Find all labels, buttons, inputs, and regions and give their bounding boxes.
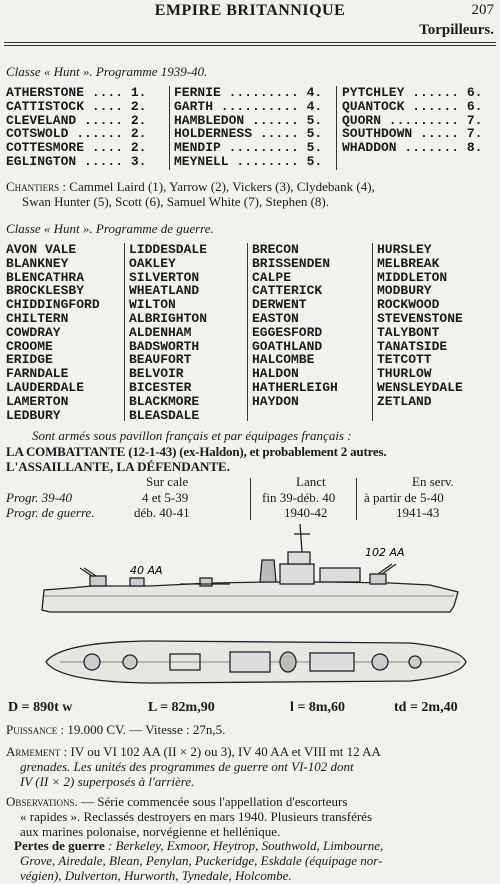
ship-name: WENSLEYDALE — [377, 379, 463, 395]
table-cell-serv: à partir de 5-40 — [364, 490, 444, 505]
ship-name: ZETLAND — [377, 393, 432, 409]
ship-name: BLEASDALE — [129, 407, 200, 423]
french-line2: L'ASSAILLANTE, LA DÉFENDANTE. — [6, 459, 230, 474]
ship-name: HATHERLEIGH — [252, 379, 338, 395]
ship-name: SOUTHDOWN ..... 7. — [342, 126, 483, 142]
ship-name: BLACKMORE — [129, 393, 200, 409]
ship-name: THURLOW — [377, 366, 432, 382]
ship-name: HAMBLEDON ...... 5. — [174, 112, 323, 128]
observations-line2: « rapides ». Reclassés destroyers en mars 1940. Plusieurs transférés — [20, 809, 372, 824]
label-40aa: 40 AA — [130, 564, 163, 577]
table-cell-serv: 1941-43 — [396, 505, 440, 520]
ship-name: GOATHLAND — [252, 338, 323, 354]
pertes-line2: Grove, Airedale, Blean, Penylan, Puckeridge, Eskdale (équipage nor- — [20, 853, 383, 868]
ship-name: FERNIE ......... 4. — [174, 85, 323, 100]
puissance — [6, 722, 225, 737]
ship-name: BROCKLESBY — [6, 283, 85, 299]
chantiers-line1: : Cammel Laird (1), Yarrow (2), Vickers (3), Clydebank (4), — [59, 179, 375, 194]
ship-name: EASTON — [252, 310, 299, 326]
observations — [6, 794, 498, 839]
table-row-label: Progr. 39-40 — [6, 490, 72, 505]
ship-name: HOLDERNESS ..... 5. — [174, 126, 323, 142]
ship-name: COTSWOLD ...... 2. — [6, 126, 147, 142]
ship-name: ROCKWOOD — [377, 297, 440, 313]
section1-col3 — [342, 86, 482, 155]
page-header-title: EMPIRE BRITANNIQUE — [154, 2, 346, 19]
ship-name: CHILTERN — [6, 310, 69, 326]
pertes-label: Pertes de guerre — [14, 838, 105, 853]
ship-profile — [42, 524, 458, 612]
ship-name: FARNDALE — [6, 366, 69, 382]
puissance-text: : 19.000 CV. — Vitesse : 27n,5. — [57, 722, 226, 737]
french-line1: LA COMBATTANTE (12-1-43) (ex-Haldon), et probablement 2 autres. — [6, 444, 387, 459]
ship-name: CALPE — [252, 269, 292, 285]
table-header-serv: En serv. — [412, 474, 454, 489]
table-header-cale: Sur cale — [146, 474, 189, 489]
armement-label: Armement — [6, 744, 61, 759]
ship-name: CATTERICK — [252, 283, 323, 299]
column-divider — [169, 86, 170, 170]
ship-name: BELVOIR — [129, 366, 184, 382]
chantiers — [6, 179, 496, 209]
ship-name: COTTESMORE .... 2. — [6, 140, 147, 156]
armement-line1: : IV ou VI 102 AA (II × 2) ou 3), IV 40 AA et VIII mt 12 AA — [60, 744, 381, 759]
section1-col1 — [6, 86, 146, 169]
ship-name: SILVERTON — [129, 269, 200, 285]
ship-name: BEAUFORT — [129, 352, 192, 368]
section2-col3 — [252, 243, 338, 409]
observations-line1: — Série commencée sous l'appellation d'escorteurs — [77, 794, 348, 809]
ship-name: LAUDERDALE — [6, 379, 85, 395]
ship-name: GARTH .......... 4. — [174, 98, 323, 114]
ship-name: MEYNELL ........ 5. — [174, 153, 323, 169]
ship-name: BRECON — [252, 242, 299, 257]
ship-name: EGGESFORD — [252, 324, 323, 340]
ship-name: LEDBURY — [6, 407, 61, 423]
table-divider — [356, 478, 357, 520]
ship-name: DERWENT — [252, 297, 307, 313]
page-number: 207 — [471, 2, 494, 18]
table-row-label: Progr. de guerre. — [6, 505, 95, 520]
section2-col4 — [377, 243, 463, 409]
ship-name: ATHERSTONE .... 1. — [6, 85, 147, 100]
ship-name: BLENCATHRA — [6, 269, 85, 285]
ship-name: CLEVELAND ..... 2. — [6, 112, 147, 128]
chantiers-line2: Swan Hunter (5), Scott (6), Samuel White (7), Stephen (8). — [22, 194, 329, 209]
ship-name: COWDRAY — [6, 324, 61, 340]
ship-name: CHIDDINGFORD — [6, 297, 100, 313]
pertes-line3: végien), Dulverton, Hurworth, Tynedale, Holcombe. — [20, 868, 292, 883]
armement-line3: IV (II × 2) superposés à l'arrière. — [20, 774, 195, 789]
column-divider — [372, 243, 373, 421]
table-cell-cale: 4 et 5-39 — [142, 490, 189, 505]
header-rule — [4, 42, 496, 43]
observations-label: Observations. — [6, 794, 78, 809]
ship-plan — [46, 641, 466, 683]
dim-draught: td = 2m,40 — [394, 700, 458, 715]
ship-name: LAMERTON — [6, 393, 69, 409]
section1-heading: Classe « Hunt ». Programme 1939-40. — [6, 64, 208, 79]
french-note: Sont armés sous pavillon français et par équipages français : — [32, 428, 352, 443]
ship-name: WHEATLAND — [129, 283, 200, 299]
page-subtitle: Torpilleurs. — [419, 22, 494, 38]
table-cell-lanct: fin 39-déb. 40 — [262, 490, 336, 505]
ship-name: BADSWORTH — [129, 338, 200, 354]
ship-name: AVON VALE — [6, 242, 77, 257]
ship-name: BICESTER — [129, 379, 192, 395]
ship-name: QUANTOCK ...... 6. — [342, 98, 483, 114]
pertes — [14, 838, 498, 883]
dim-displacement: D = 890t w — [8, 700, 73, 715]
section2-col1 — [6, 243, 100, 422]
table-divider — [250, 478, 251, 520]
ship-name: ALBRIGHTON — [129, 310, 208, 326]
ship-name: HALCOMBE — [252, 352, 315, 368]
ship-name: MODBURY — [377, 283, 432, 299]
table-cell-cale: déb. 40-41 — [134, 505, 190, 520]
ship-name: BLANKNEY — [6, 255, 69, 271]
ship-name: ERIDGE — [6, 352, 53, 368]
ship-name: EGLINGTON ..... 3. — [6, 153, 147, 169]
dim-beam: l = 8m,60 — [290, 700, 346, 715]
ship-name: LIDDESDALE — [129, 242, 208, 257]
ship-name: TANATSIDE — [377, 338, 448, 354]
ship-name: TETCOTT — [377, 352, 432, 368]
puissance-label: Puissance — [6, 722, 58, 737]
chantiers-label: Chantiers — [6, 179, 60, 194]
header-rule-2 — [4, 45, 496, 46]
ship-name: TALYBONT — [377, 324, 440, 340]
ship-name: ALDENHAM — [129, 324, 192, 340]
ship-name: HAYDON — [252, 393, 299, 409]
armement — [6, 744, 498, 789]
ship-name: MIDDLETON — [377, 269, 448, 285]
ship-name: MENDIP ......... 5. — [174, 140, 323, 156]
column-divider — [124, 243, 125, 421]
ship-name: HALDON — [252, 366, 299, 382]
ship-name: QUORN ......... 7. — [342, 112, 483, 128]
ship-name: CATTISTOCK .... 2. — [6, 98, 147, 114]
column-divider — [336, 86, 337, 170]
pertes-line1: : Berkeley, Exmoor, Heytrop, Southwold, Limbourne, — [104, 838, 384, 853]
ship-name: BRISSENDEN — [252, 255, 331, 271]
ship-name: PYTCHLEY ...... 6. — [342, 85, 483, 100]
column-divider — [247, 243, 248, 421]
ship-name: WILTON — [129, 297, 176, 313]
label-102aa: 102 AA — [365, 546, 405, 559]
ship-name: CROOME — [6, 338, 53, 354]
ship-name: HURSLEY — [377, 242, 432, 257]
table-header-lanct: Lanct — [296, 474, 326, 489]
ship-name: WHADDON ....... 8. — [342, 140, 483, 156]
section2-heading: Classe « Hunt ». Programme de guerre. — [6, 221, 214, 236]
ship-name: MELBREAK — [377, 255, 440, 271]
ship-name: OAKLEY — [129, 255, 176, 271]
section2-col2 — [129, 243, 207, 422]
observations-line3: aux marines polonaise, norvégienne et hellénique. — [20, 824, 281, 839]
ship-name: STEVENSTONE — [377, 310, 463, 326]
table-cell-lanct: 1940-42 — [284, 505, 328, 520]
dim-length: L = 82m,90 — [148, 700, 215, 715]
armement-line2: grenades. Les unités des programmes de guerre ont VI-102 dont — [20, 759, 354, 774]
section1-col2 — [174, 86, 322, 169]
ship-drawing — [30, 520, 470, 690]
